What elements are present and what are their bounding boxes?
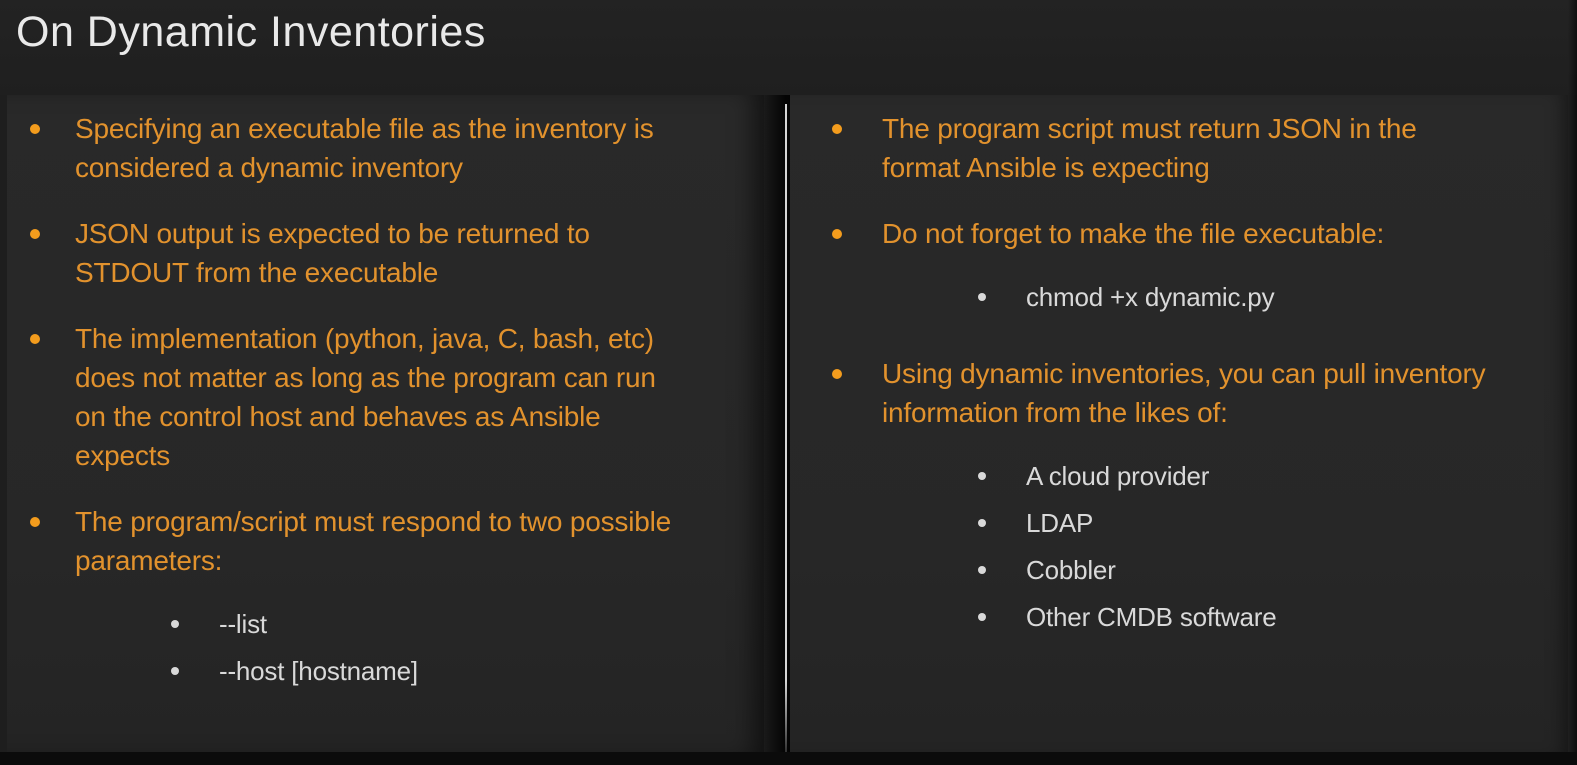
sub-bullet-text: --host [hostname] (219, 656, 418, 686)
sub-bullet-dot-icon (978, 566, 986, 574)
bullet-dot-icon (832, 229, 842, 239)
list-item (790, 109, 1568, 187)
sub-bullet-dot-icon (171, 620, 179, 628)
sub-bullet-dot-icon (171, 667, 179, 675)
sub-bullet-list (75, 607, 671, 688)
right-edge-shade (1568, 0, 1577, 765)
column-divider (785, 104, 787, 759)
bullet-line: The program script must return JSON in the (882, 113, 1417, 144)
list-item (75, 607, 671, 641)
bullet-text (75, 319, 656, 475)
sub-bullet-dot-icon (978, 293, 986, 301)
list-item (7, 214, 764, 292)
bullet-line: Do not forget to make the file executable: (882, 218, 1385, 249)
sub-bullet-text: LDAP (1026, 508, 1094, 538)
bullet-dot-icon (30, 124, 40, 134)
sub-bullet-list (882, 280, 1384, 314)
bullet-dot-icon (30, 229, 40, 239)
right-bullet-list (790, 95, 1568, 647)
bullet-dot-icon (30, 334, 40, 344)
sub-bullet-text: A cloud provider (1026, 461, 1210, 491)
bullet-dot-icon (832, 369, 842, 379)
bullet-line: JSON output is expected to be returned to (75, 218, 590, 249)
list-item (882, 459, 1485, 493)
bullet-line: on the control host and behaves as Ansible (75, 401, 601, 432)
sub-bullet-dot-icon (978, 519, 986, 527)
list-item (790, 214, 1568, 327)
bottom-bar (0, 752, 1577, 765)
bullet-text (75, 109, 654, 187)
bullet-dot-icon (30, 517, 40, 527)
list-item (790, 354, 1568, 647)
list-item (882, 506, 1485, 540)
bullet-line: information from the likes of: (882, 397, 1228, 428)
sub-bullet-text: Cobbler (1026, 555, 1116, 585)
bullet-text (882, 109, 1417, 187)
bullet-line: The implementation (python, java, C, bash, etc) (75, 323, 654, 354)
sub-bullet-text: chmod +x dynamic.py (1026, 282, 1275, 312)
title-band (0, 0, 1577, 95)
page-title: On Dynamic Inventories (16, 8, 486, 56)
list-item (882, 600, 1485, 634)
bullet-text (882, 214, 1384, 327)
list-item (882, 280, 1384, 314)
bullet-line: format Ansible is expecting (882, 152, 1210, 183)
bullet-line: does not matter as long as the program can run (75, 362, 656, 393)
bullet-text (75, 502, 671, 701)
sub-bullet-dot-icon (978, 613, 986, 621)
sub-bullet-text: Other CMDB software (1026, 602, 1277, 632)
list-item (75, 654, 671, 688)
bullet-line: parameters: (75, 545, 223, 576)
list-item (7, 319, 764, 475)
sub-bullet-dot-icon (978, 472, 986, 480)
sub-bullet-list (882, 459, 1485, 634)
bullet-line: Specifying an executable file as the inventory is (75, 113, 654, 144)
bullet-line: Using dynamic inventories, you can pull inventory (882, 358, 1486, 389)
bullet-text (882, 354, 1485, 647)
list-item (7, 109, 764, 187)
left-bullet-list (7, 95, 764, 701)
bullet-line: expects (75, 440, 171, 471)
bullet-line: STDOUT from the executable (75, 257, 439, 288)
sub-bullet-text: --list (219, 609, 267, 639)
left-panel (7, 95, 764, 752)
list-item (7, 502, 764, 701)
list-item (882, 553, 1485, 587)
bullet-dot-icon (832, 124, 842, 134)
bullet-line: considered a dynamic inventory (75, 152, 463, 183)
bullet-line: The program/script must respond to two possible (75, 506, 671, 537)
right-panel (790, 95, 1568, 752)
bullet-text (75, 214, 590, 292)
